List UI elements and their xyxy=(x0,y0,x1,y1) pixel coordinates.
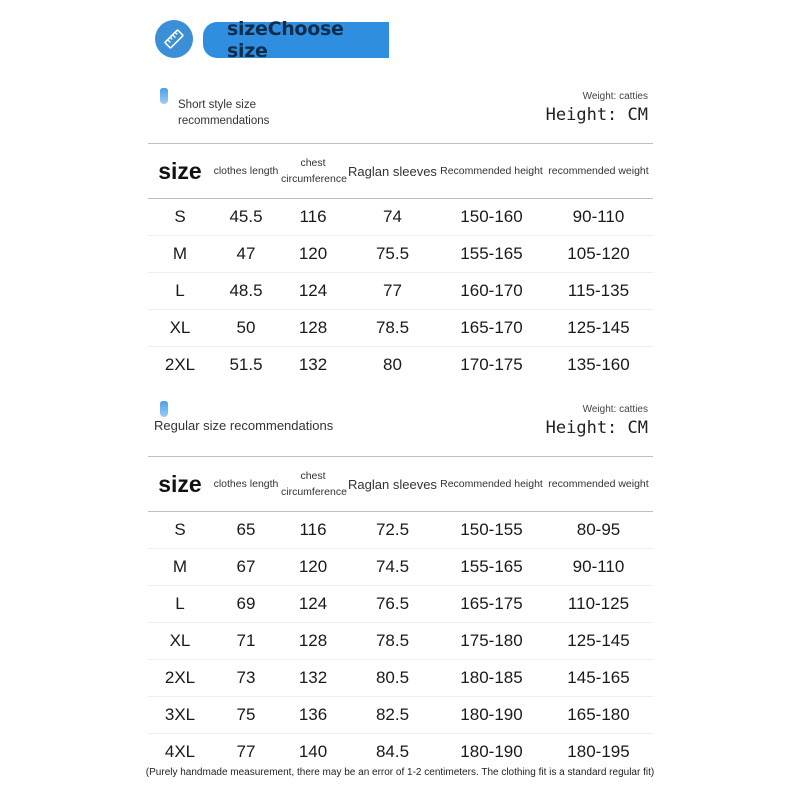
drop-icon xyxy=(160,88,168,104)
table-cell: 125-145 xyxy=(544,310,653,347)
table-row xyxy=(148,199,653,236)
table-cell: XL xyxy=(148,310,212,347)
table-cell: 155-165 xyxy=(439,549,544,586)
table-cell: 67 xyxy=(212,549,280,586)
table-cell: 78.5 xyxy=(346,623,439,660)
size-table-regular xyxy=(148,457,653,770)
table-cell: 116 xyxy=(280,512,346,549)
table-cell: S xyxy=(148,199,212,236)
table-cell: 50 xyxy=(212,310,280,347)
table-cell: 4XL xyxy=(148,734,212,771)
table-cell: 115-135 xyxy=(544,273,653,310)
table-cell: 72.5 xyxy=(346,512,439,549)
col-size: size xyxy=(158,157,202,184)
col-recommended-height: Recommended height xyxy=(440,478,543,490)
table-cell: 78.5 xyxy=(346,310,439,347)
table-cell: 84.5 xyxy=(346,734,439,771)
table-cell: 125-145 xyxy=(544,623,653,660)
table-cell: 180-185 xyxy=(439,660,544,697)
col-chest-circumference: chest circumference xyxy=(281,157,347,185)
page-title: sizeChoose size xyxy=(203,22,389,58)
table-cell: 165-170 xyxy=(439,310,544,347)
table-cell: M xyxy=(148,236,212,273)
table-row xyxy=(148,512,653,549)
short-style-section xyxy=(148,85,653,383)
table-cell: 124 xyxy=(280,586,346,623)
col-recommended-height: Recommended height xyxy=(440,165,543,177)
table-row xyxy=(148,697,653,734)
table-cell: 136 xyxy=(280,697,346,734)
table-cell: 48.5 xyxy=(212,273,280,310)
table-cell: 3XL xyxy=(148,697,212,734)
size-table-short xyxy=(148,144,653,383)
table-cell: 45.5 xyxy=(212,199,280,236)
table-cell: 128 xyxy=(280,623,346,660)
table-row xyxy=(148,549,653,586)
table-cell: 120 xyxy=(280,549,346,586)
table-cell: 76.5 xyxy=(346,586,439,623)
col-recommended-weight: recommended weight xyxy=(548,478,649,490)
table-cell: 82.5 xyxy=(346,697,439,734)
table-cell: 120 xyxy=(280,236,346,273)
table-header-row xyxy=(148,457,653,512)
table-cell: 128 xyxy=(280,310,346,347)
table-cell: 132 xyxy=(280,347,346,384)
drop-icon xyxy=(160,401,168,417)
table-row xyxy=(148,586,653,623)
table-cell: 75 xyxy=(212,697,280,734)
table-cell: 74 xyxy=(346,199,439,236)
height-unit: Height: CM xyxy=(545,418,648,438)
table-cell: 73 xyxy=(212,660,280,697)
table-cell: 105-120 xyxy=(544,236,653,273)
table-cell: L xyxy=(148,273,212,310)
section-title: Regular size recommendations xyxy=(154,418,334,433)
height-unit: Height: CM xyxy=(545,105,648,125)
col-clothes-length: clothes length xyxy=(213,165,279,177)
table-cell: 140 xyxy=(280,734,346,771)
table-cell: 150-155 xyxy=(439,512,544,549)
table-cell: 116 xyxy=(280,199,346,236)
table-cell: 90-110 xyxy=(544,549,653,586)
table-cell: 170-175 xyxy=(439,347,544,384)
table-cell: 165-175 xyxy=(439,586,544,623)
table-cell: S xyxy=(148,512,212,549)
table-row xyxy=(148,273,653,310)
table-cell: 2XL xyxy=(148,347,212,384)
table-cell: 165-180 xyxy=(544,697,653,734)
col-size: size xyxy=(158,470,202,497)
table-cell: 90-110 xyxy=(544,199,653,236)
table-cell: 80-95 xyxy=(544,512,653,549)
col-clothes-length: clothes length xyxy=(213,478,279,490)
table-row xyxy=(148,623,653,660)
table-cell: 180-195 xyxy=(544,734,653,771)
table-cell: 175-180 xyxy=(439,623,544,660)
table-cell: 110-125 xyxy=(544,586,653,623)
col-recommended-weight: recommended weight xyxy=(548,165,649,177)
table-cell: 135-160 xyxy=(544,347,653,384)
weight-unit: Weight: catties xyxy=(582,91,648,102)
table-cell: 71 xyxy=(212,623,280,660)
table-cell: 180-190 xyxy=(439,697,544,734)
table-cell: 180-190 xyxy=(439,734,544,771)
table-cell: 51.5 xyxy=(212,347,280,384)
table-cell: 2XL xyxy=(148,660,212,697)
table-row xyxy=(148,236,653,273)
table-cell: XL xyxy=(148,623,212,660)
table-cell: 74.5 xyxy=(346,549,439,586)
table-cell: 69 xyxy=(212,586,280,623)
table-cell: 80.5 xyxy=(346,660,439,697)
table-cell: 65 xyxy=(212,512,280,549)
table-cell: 47 xyxy=(212,236,280,273)
table-cell: 132 xyxy=(280,660,346,697)
table-cell: 77 xyxy=(346,273,439,310)
col-raglan-sleeves: Raglan sleeves xyxy=(348,163,437,179)
table-header-row xyxy=(148,144,653,199)
table-row xyxy=(148,310,653,347)
table-row xyxy=(148,347,653,384)
weight-unit: Weight: catties xyxy=(582,404,648,415)
regular-section xyxy=(148,398,653,770)
col-raglan-sleeves: Raglan sleeves xyxy=(348,476,437,492)
table-cell: 80 xyxy=(346,347,439,384)
table-cell: 75.5 xyxy=(346,236,439,273)
table-cell: L xyxy=(148,586,212,623)
table-cell: 145-165 xyxy=(544,660,653,697)
table-cell: 124 xyxy=(280,273,346,310)
section-title: Short style size recommendations xyxy=(178,99,270,127)
table-cell: 150-160 xyxy=(439,199,544,236)
col-chest-circumference: chest circumference xyxy=(281,470,347,498)
table-cell: M xyxy=(148,549,212,586)
table-row xyxy=(148,734,653,771)
table-cell: 160-170 xyxy=(439,273,544,310)
ruler-icon xyxy=(155,20,193,58)
footnote: (Purely handmade measurement, there may be an error of 1-2 centimeters. The clothing fit is a standard regular fit) xyxy=(145,767,655,778)
table-cell: 155-165 xyxy=(439,236,544,273)
table-cell: 77 xyxy=(212,734,280,771)
table-row xyxy=(148,660,653,697)
